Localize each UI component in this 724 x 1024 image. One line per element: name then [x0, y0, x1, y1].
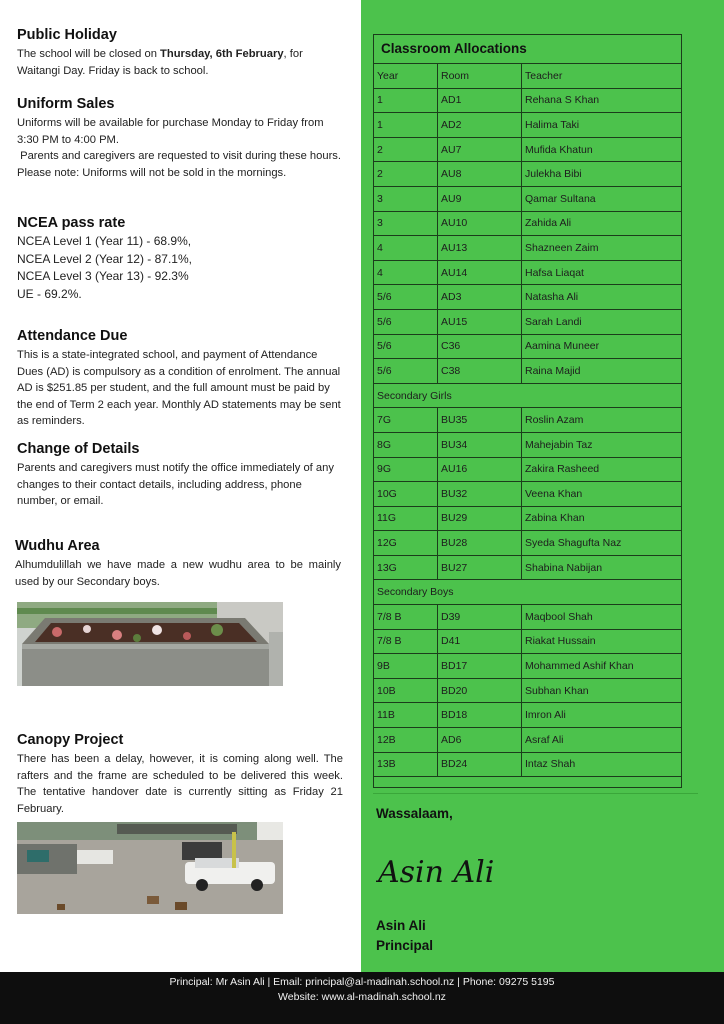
cell-year: 8G [374, 433, 438, 457]
cell-room: BD18 [438, 703, 522, 727]
table-row [374, 507, 681, 532]
cell-teacher: Zakira Rasheed [525, 463, 600, 476]
cell-room: D39 [438, 605, 522, 629]
table-row [374, 138, 681, 163]
column-header-teacher: Teacher [525, 69, 563, 82]
cell-room: AD3 [438, 285, 522, 309]
public-holiday-text [17, 46, 343, 79]
cell-teacher: Halima Taki [525, 118, 580, 131]
table-row [374, 236, 681, 261]
cell-year: 5/6 [374, 285, 438, 309]
cell-teacher: Zahida Ali [525, 217, 572, 230]
table-row [374, 187, 681, 212]
cell-teacher: Hafsa Liaqat [525, 266, 584, 279]
cell-year: 1 [374, 113, 438, 137]
table-row [374, 310, 681, 335]
cell-teacher: Mufida Khatun [525, 143, 593, 156]
cell-year: 13G [374, 556, 438, 580]
divider [373, 793, 698, 794]
table-group-row [374, 384, 681, 409]
table-row [374, 162, 681, 187]
table-row [374, 433, 681, 458]
cell-year: 11G [374, 507, 438, 531]
cell-year: 5/6 [374, 335, 438, 359]
cell-room: BU28 [438, 531, 522, 555]
canopy-heading: Canopy Project [17, 732, 124, 748]
cell-room: AU16 [438, 458, 522, 482]
public-holiday-text-pre: The school will be closed on [17, 48, 161, 60]
footer [0, 972, 724, 1024]
cell-year: 2 [374, 162, 438, 186]
cell-teacher: Rehana S Khan [525, 94, 600, 107]
wudhu-section [15, 538, 341, 590]
uniform-sales-section [17, 96, 343, 181]
attendance-heading: Attendance Due [17, 328, 128, 344]
cell-year: 13B [374, 753, 438, 777]
public-holiday-text-post: , for Waitangi Day. Friday is back to school. [17, 48, 303, 77]
cell-year: 2 [374, 138, 438, 162]
table-row [374, 335, 681, 360]
cell-room: BU34 [438, 433, 522, 457]
signature-text: Asin Ali [378, 855, 495, 890]
cell-year: 1 [374, 89, 438, 113]
public-holiday-date: Thursday, 6th February [160, 48, 284, 60]
cell-teacher: Shabina Nabijan [525, 561, 603, 574]
table-row [374, 753, 681, 778]
cell-room: AU8 [438, 162, 522, 186]
wudhu-area-photo [17, 602, 283, 686]
cell-year: 7G [374, 408, 438, 432]
ncea-line: NCEA Level 3 (Year 13) - 92.3% [17, 269, 189, 283]
cell-teacher: Zabina Khan [525, 512, 585, 525]
table-row [374, 630, 681, 655]
cell-room: BU35 [438, 408, 522, 432]
cell-room: BD17 [438, 654, 522, 678]
cell-room: AD6 [438, 728, 522, 752]
footer-contact: Principal: Mr Asin Ali | Email: principal@al-madinah.school.nz | Phone: 09275 5195 [169, 976, 555, 988]
table-row [374, 556, 681, 581]
cell-teacher: Shazneen Zaim [525, 241, 599, 254]
table-title: Classroom Allocations [374, 35, 681, 64]
table-row [374, 89, 681, 114]
group-label: Secondary Girls [377, 389, 452, 402]
cell-room: BU27 [438, 556, 522, 580]
table-row [374, 728, 681, 753]
cell-year: 9G [374, 458, 438, 482]
cell-teacher: Roslin Azam [525, 414, 584, 427]
cell-year: 4 [374, 261, 438, 285]
table-row [374, 285, 681, 310]
cell-teacher: Maqbool Shah [525, 610, 593, 623]
footer-website: Website: www.al-madinah.school.nz [278, 991, 446, 1003]
cell-year: 10B [374, 679, 438, 703]
uniform-sales-line-1: Uniforms will be available for purchase Monday to Friday from 3:30 PM to 4:00 PM. [17, 117, 324, 146]
cell-teacher: Julekha Bibi [525, 168, 582, 181]
cell-year: 3 [374, 187, 438, 211]
cell-teacher: Intaz Shah [525, 758, 576, 771]
table-row [374, 408, 681, 433]
cell-room: AU9 [438, 187, 522, 211]
cell-year: 3 [374, 212, 438, 236]
wudhu-text: Alhumdulillah we have made a new wudhu area to be mainly used by our Secondary boys. [15, 559, 341, 588]
cell-teacher: Qamar Sultana [525, 192, 596, 205]
ncea-section [17, 215, 343, 303]
cell-room: AD2 [438, 113, 522, 137]
table-header-row [374, 64, 681, 89]
signoff-name: Asin Ali [376, 918, 426, 933]
table-row [374, 458, 681, 483]
cell-year: 11B [374, 703, 438, 727]
uniform-sales-heading: Uniform Sales [17, 96, 115, 112]
canopy-site-photo [17, 822, 283, 914]
cell-teacher: Syeda Shagufta Naz [525, 537, 622, 550]
cell-room: D41 [438, 630, 522, 654]
cell-room: AU14 [438, 261, 522, 285]
cell-year: 12B [374, 728, 438, 752]
table-row [374, 482, 681, 507]
ncea-line: NCEA Level 1 (Year 11) - 68.9%, [17, 234, 192, 248]
table-row [374, 531, 681, 556]
signoff-block [376, 916, 433, 956]
signoff-greeting: Wassalaam, [376, 806, 453, 821]
cell-teacher: Raina Majid [525, 364, 581, 377]
cell-year: 5/6 [374, 310, 438, 334]
cell-room: BU32 [438, 482, 522, 506]
uniform-sales-line-3: Please note: Uniforms will not be sold in the mornings. [17, 166, 287, 179]
column-header-room: Room [438, 64, 522, 88]
table-row [374, 359, 681, 384]
table-group-row [374, 580, 681, 605]
cell-room: C36 [438, 335, 522, 359]
uniform-sales-line-2: Parents and caregivers are requested to visit during these hours. [17, 150, 341, 162]
cell-teacher: Veena Khan [525, 487, 583, 500]
cell-year: 12G [374, 531, 438, 555]
public-holiday-section [17, 27, 343, 79]
cell-teacher: Imron Ali [525, 709, 566, 722]
table-row [374, 703, 681, 728]
classroom-allocations-table [373, 34, 682, 788]
cell-year: 9B [374, 654, 438, 678]
change-details-text: Parents and caregivers must notify the office immediately of any changes to their contact details, including address, phone number, or email. [17, 462, 334, 507]
cell-teacher: Subhan Khan [525, 684, 589, 697]
table-body [374, 89, 681, 778]
table-row [374, 212, 681, 237]
public-holiday-heading: Public Holiday [17, 27, 117, 43]
change-details-section [17, 441, 343, 510]
cell-room: C38 [438, 359, 522, 383]
table-row [374, 679, 681, 704]
cell-room: BU29 [438, 507, 522, 531]
signature [376, 840, 506, 900]
signoff-role: Principal [376, 938, 434, 953]
cell-room: BD24 [438, 753, 522, 777]
column-header-year: Year [374, 64, 438, 88]
cell-teacher: Mohammed Ashif Khan [525, 660, 634, 673]
attendance-text: This is a state-integrated school, and payment of Attendance Dues (AD) is compulsory as a condition of enrolment. The annual AD is $251.85 per student, and the full amount must be paid by the end of Term 2 each year. Monthly AD statements may be sent as reminders. [17, 349, 341, 427]
table-row [374, 605, 681, 630]
ncea-line: UE - 69.2%. [17, 286, 82, 301]
cell-room: BD20 [438, 679, 522, 703]
ncea-heading: NCEA pass rate [17, 215, 126, 231]
table-row [374, 113, 681, 138]
cell-teacher: Asraf Ali [525, 733, 564, 746]
cell-year: 5/6 [374, 359, 438, 383]
cell-teacher: Mahejabin Taz [525, 438, 593, 451]
cell-teacher: Natasha Ali [525, 291, 579, 304]
cell-room: AU10 [438, 212, 522, 236]
wudhu-heading: Wudhu Area [15, 538, 100, 554]
cell-year: 4 [374, 236, 438, 260]
cell-room: AU13 [438, 236, 522, 260]
cell-year: 7/8 B [374, 605, 438, 629]
cell-year: 10G [374, 482, 438, 506]
cell-year: 7/8 B [374, 630, 438, 654]
canopy-section [17, 732, 343, 817]
cell-room: AU15 [438, 310, 522, 334]
ncea-line: NCEA Level 2 (Year 12) - 87.1%, [17, 251, 192, 266]
change-details-heading: Change of Details [17, 441, 140, 457]
cell-room: AU7 [438, 138, 522, 162]
cell-teacher: Aamina Muneer [525, 340, 600, 353]
table-row [374, 261, 681, 286]
cell-teacher: Riakat Hussain [525, 635, 596, 648]
cell-room: AD1 [438, 89, 522, 113]
group-label: Secondary Boys [377, 586, 454, 599]
attendance-section [17, 328, 343, 430]
canopy-text: There has been a delay, however, it is coming along well. The rafters and the frame are scheduled to be delivered this week. The tentative handover date is currently sitting as Friday 21 February. [17, 753, 343, 815]
cell-teacher: Sarah Landi [525, 315, 582, 328]
table-end [374, 777, 681, 787]
table-row [374, 654, 681, 679]
